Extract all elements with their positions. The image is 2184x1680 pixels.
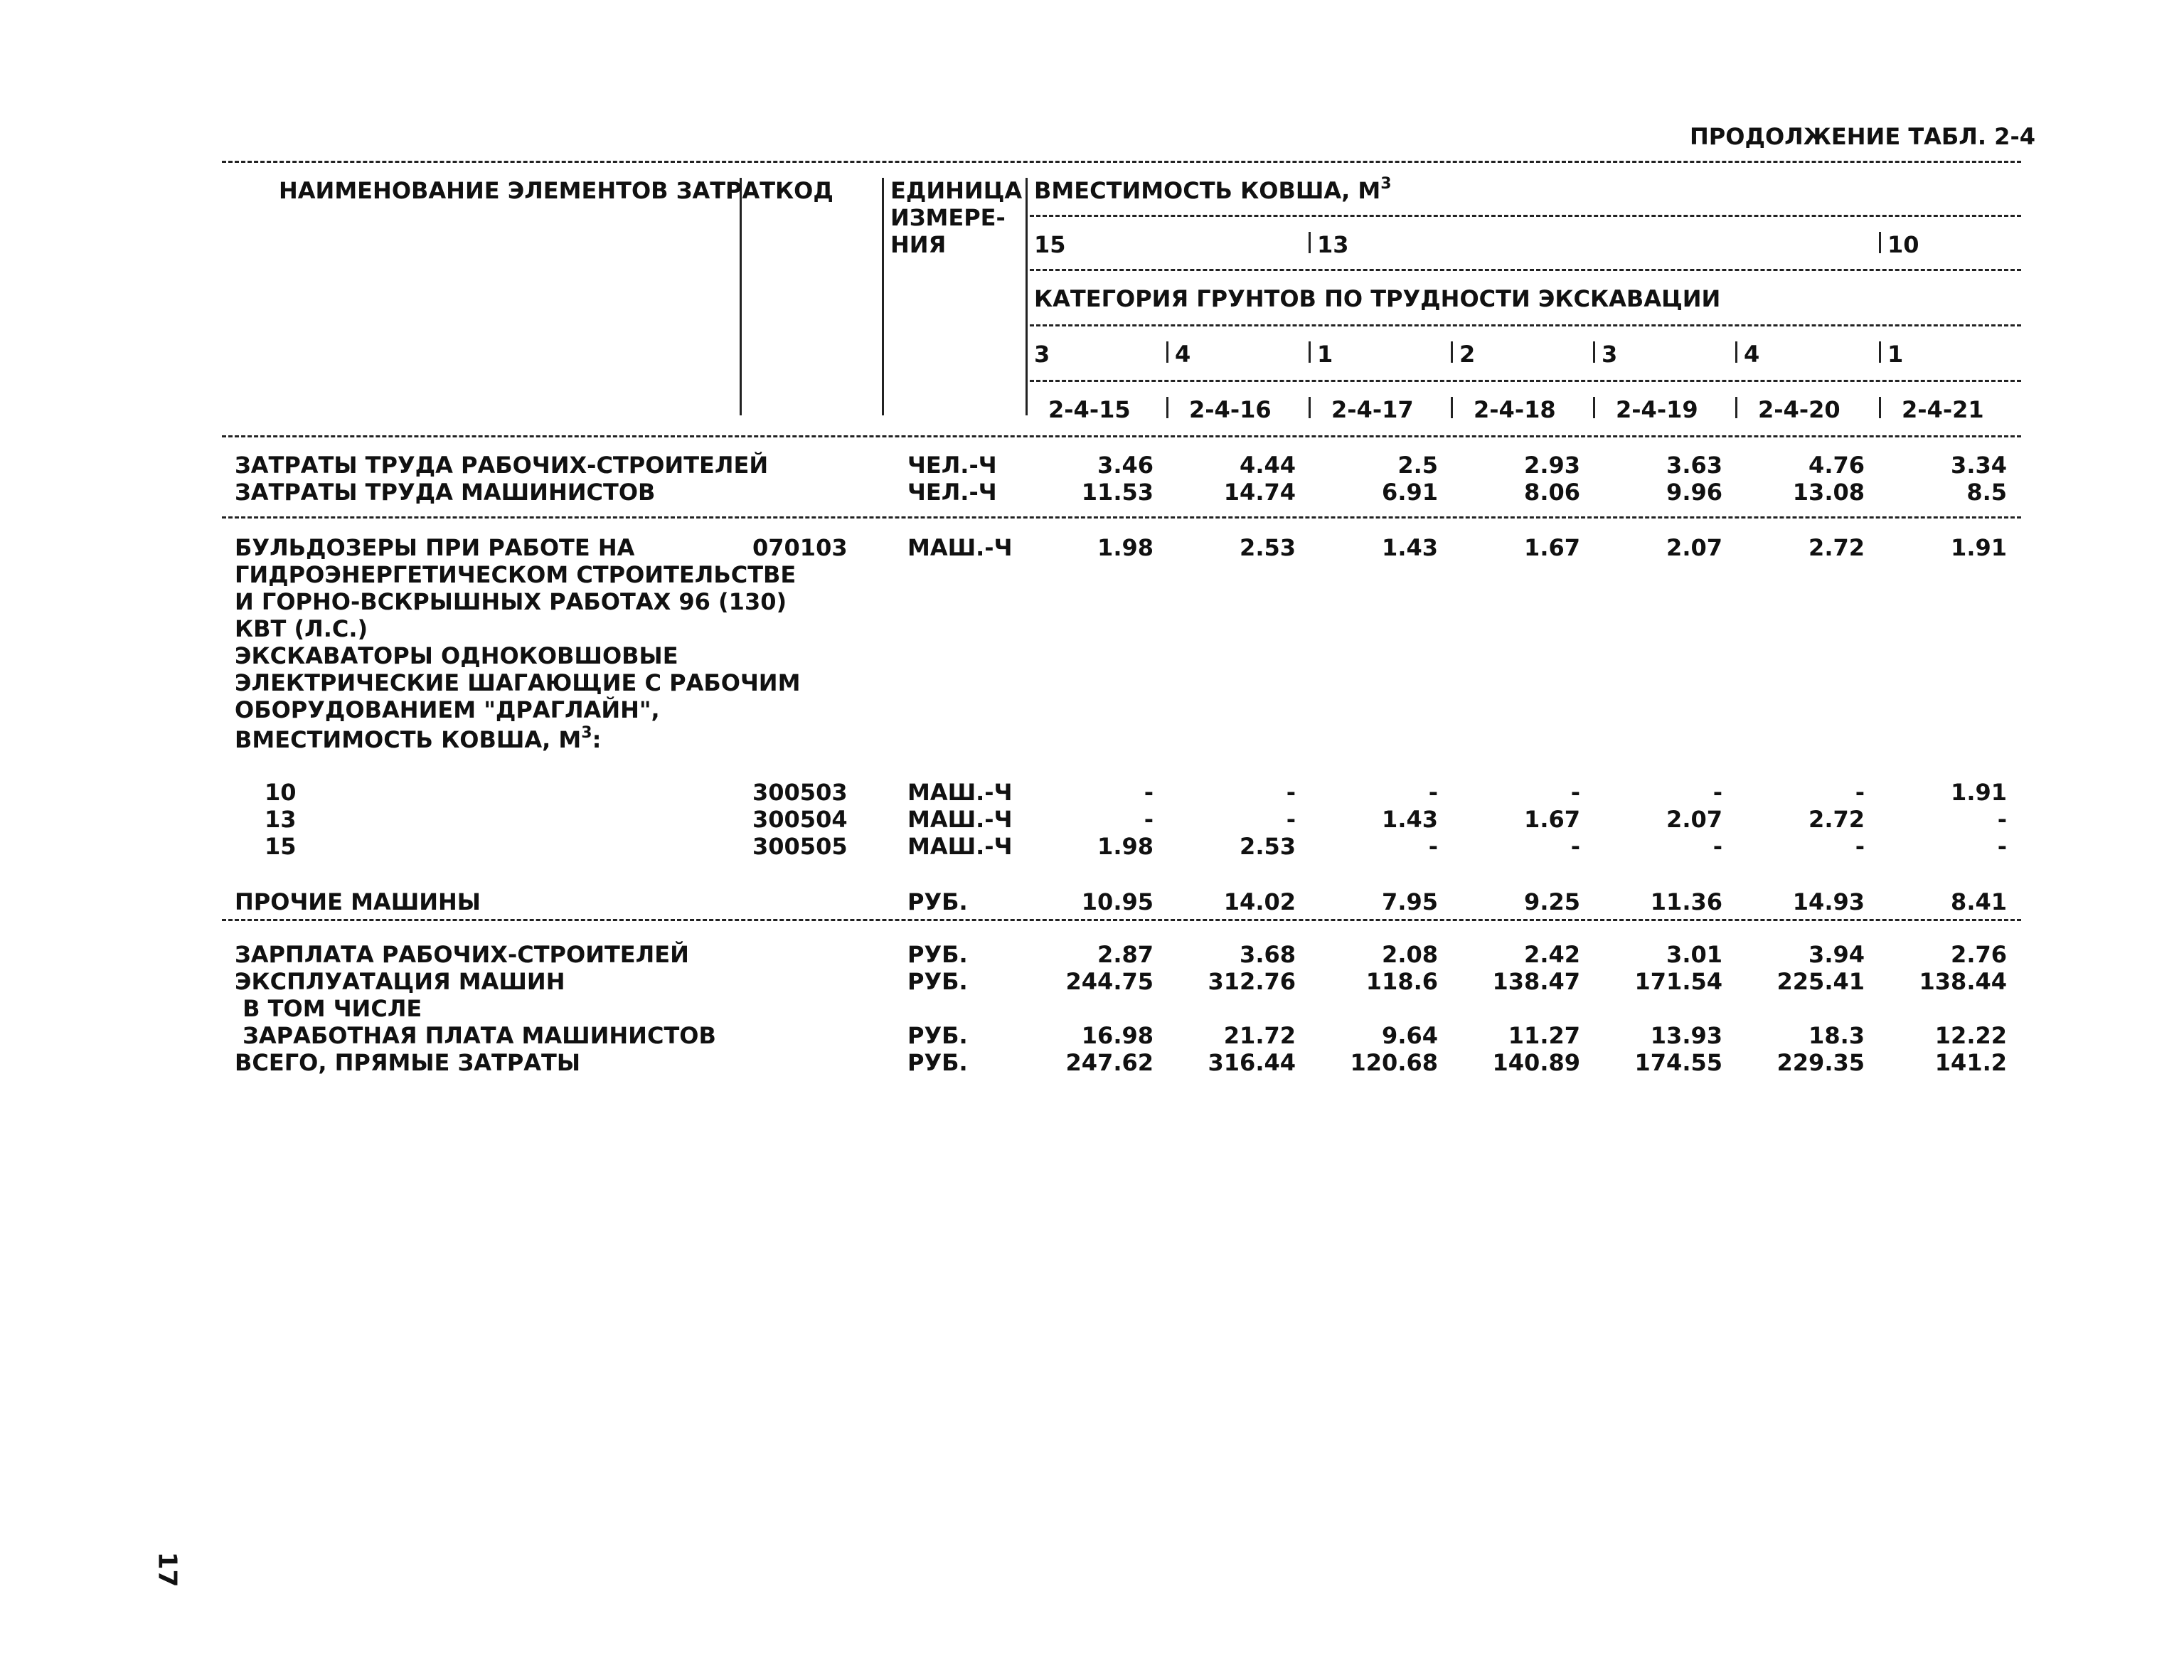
row-value: 14.93 [1792, 888, 1865, 915]
header-code-2-4-21: 2-4-21 [1902, 396, 1984, 423]
header-rule-4 [1030, 380, 2021, 382]
row-value: 2.87 [1097, 941, 1154, 968]
row-name: ЭКСПЛУАТАЦИЯ МАШИН [235, 968, 565, 995]
excavator-value: - [1570, 833, 1580, 860]
header-bottom-rule [222, 435, 2021, 437]
row-unit: РУБ. [907, 968, 968, 995]
labor-section-rule [222, 516, 2021, 519]
row-value: 9.25 [1524, 888, 1580, 915]
row-value: 13.08 [1792, 479, 1865, 506]
row-value: 16.98 [1081, 1022, 1154, 1049]
excavator-unit: МАШ.-Ч [907, 833, 1013, 860]
row-value: 18.3 [1809, 1022, 1865, 1049]
excavator-value: - [1286, 806, 1296, 833]
row-value: 247.62 [1065, 1049, 1154, 1076]
page-number: 17 [152, 1551, 182, 1588]
row-value: 312.76 [1208, 968, 1296, 995]
row-value: 13.93 [1650, 1022, 1722, 1049]
row-value: 2.76 [1951, 941, 2007, 968]
code-divider-6 [1735, 397, 1737, 418]
row-value: 9.96 [1666, 479, 1722, 506]
row-value: 7.95 [1382, 888, 1438, 915]
row-unit: РУБ. [907, 1049, 968, 1076]
row-name: ЗАРПЛАТА РАБОЧИХ-СТРОИТЕЛЕЙ [235, 941, 689, 968]
bulldozer-name-line: И ГОРНО-ВСКРЫШНЫХ РАБОТАХ 96 (130) [235, 588, 787, 615]
row-value: 3.68 [1240, 941, 1296, 968]
excavator-value: 1.67 [1524, 806, 1580, 833]
row-value: 138.44 [1919, 968, 2007, 995]
row-value: 4.76 [1809, 452, 1865, 479]
continuation-title: ПРОДОЛЖЕНИЕ ТАБЛ. 2-4 [1690, 123, 2035, 150]
header-category-1: 3 [1034, 341, 1050, 368]
bulldozer-value: 2.07 [1666, 534, 1722, 561]
header-name: НАИМЕНОВАНИЕ ЭЛЕМЕНТОВ ЗАТРАТ [279, 177, 776, 204]
excavator-value: - [1144, 806, 1154, 833]
header-category-3: 1 [1317, 341, 1333, 368]
header-category-4: 2 [1459, 341, 1476, 368]
header-unit-line-2: ИЗМЕРЕ- [890, 204, 1006, 231]
row-value: 229.35 [1777, 1049, 1865, 1076]
bulldozer-unit: МАШ.-Ч [907, 534, 1013, 561]
excavator-value: - [1144, 779, 1154, 806]
header-code-2-4-19: 2-4-19 [1616, 396, 1698, 423]
code-divider-3 [1309, 397, 1311, 418]
capacity-divider-13 [1309, 232, 1311, 253]
row-value: 3.01 [1666, 941, 1722, 968]
row-value: 244.75 [1065, 968, 1154, 995]
excavator-value: - [1997, 833, 2007, 860]
row-name: ВСЕГО, ПРЯМЫЕ ЗАТРАТЫ [235, 1049, 581, 1076]
header-code-2-4-16: 2-4-16 [1189, 396, 1272, 423]
header-capacity: ВМЕСТИМОСТЬ КОВША, $М^3$ [1034, 175, 1392, 204]
category-divider-5 [1593, 341, 1595, 363]
excavator-heading-tail: : [592, 726, 602, 753]
header-code: КОД [775, 177, 833, 204]
excavator-unit: МАШ.-Ч [907, 806, 1013, 833]
bulldozer-name-line: БУЛЬДОЗЕРЫ ПРИ РАБОТЕ НА [235, 534, 635, 561]
bulldozer-value: 1.67 [1524, 534, 1580, 561]
excavator-value: - [1997, 806, 2007, 833]
bulldozer-value: 1.43 [1382, 534, 1438, 561]
header-unit-line-3: НИЯ [890, 231, 947, 258]
row-value: 171.54 [1634, 968, 1722, 995]
header-code-2-4-18: 2-4-18 [1474, 396, 1556, 423]
header-rule-2 [1030, 269, 2021, 271]
row-value: 9.64 [1382, 1022, 1438, 1049]
row-value: 8.06 [1524, 479, 1580, 506]
category-divider-3 [1309, 341, 1311, 363]
excavator-value: 1.91 [1951, 779, 2007, 806]
code-divider-2 [1166, 397, 1168, 418]
values-col-divider [1026, 178, 1028, 415]
row-value: 2.5 [1397, 452, 1438, 479]
row-value: 118.6 [1365, 968, 1438, 995]
row-value: 11.36 [1650, 888, 1722, 915]
excavator-code: 300503 [752, 779, 848, 806]
excavator-code: 300504 [752, 806, 848, 833]
excavator-heading-line: ВМЕСТИМОСТЬ КОВША, $М^3$: [235, 724, 602, 753]
category-divider-6 [1735, 341, 1737, 363]
excavator-size: 13 [265, 806, 297, 833]
excavator-value: - [1428, 779, 1438, 806]
code-divider-4 [1451, 397, 1453, 418]
bulldozer-value: 2.72 [1809, 534, 1865, 561]
excavator-heading-sup: 3 [581, 724, 592, 742]
row-value: 316.44 [1208, 1049, 1296, 1076]
row-unit: ЧЕЛ.-Ч [907, 452, 997, 479]
excavator-value: 1.98 [1097, 833, 1154, 860]
row-name: ЗАТРАТЫ ТРУДА МАШИНИСТОВ [235, 479, 656, 506]
row-value: 11.27 [1508, 1022, 1580, 1049]
row-value: 8.5 [1966, 479, 2007, 506]
excavator-value: - [1286, 779, 1296, 806]
excavator-value: - [1570, 779, 1580, 806]
row-value: 140.89 [1492, 1049, 1580, 1076]
row-value: 120.68 [1350, 1049, 1438, 1076]
row-value: 6.91 [1382, 479, 1438, 506]
header-category-5: 3 [1602, 341, 1618, 368]
row-value: 3.94 [1809, 941, 1865, 968]
header-code-2-4-20: 2-4-20 [1758, 396, 1841, 423]
row-value: 21.72 [1223, 1022, 1296, 1049]
bulldozer-name-line: КВТ (Л.С.) [235, 615, 368, 642]
code-divider-7 [1879, 397, 1881, 418]
row-value: 3.34 [1951, 452, 2007, 479]
row-value: 10.95 [1081, 888, 1154, 915]
excavator-value: - [1428, 833, 1438, 860]
row-value: 12.22 [1934, 1022, 2007, 1049]
row-value: 14.74 [1223, 479, 1296, 506]
header-unit-line-1: ЕДИНИЦА [890, 177, 1023, 204]
row-name: ПРОЧИЕ МАШИНЫ [235, 888, 481, 915]
excavator-value: 2.07 [1666, 806, 1722, 833]
excavator-value: - [1712, 833, 1722, 860]
row-value: 14.02 [1223, 888, 1296, 915]
row-value: 174.55 [1634, 1049, 1722, 1076]
code-col-divider [740, 178, 742, 415]
excavator-size: 15 [265, 833, 297, 860]
excavator-value: 2.53 [1240, 833, 1296, 860]
code-divider-5 [1593, 397, 1595, 418]
bulldozer-value: 1.91 [1951, 534, 2007, 561]
excavator-heading-line: ОБОРУДОВАНИЕМ "ДРАГЛАЙН", [235, 696, 660, 723]
row-unit: РУБ. [907, 1022, 968, 1049]
excavator-size: 10 [265, 779, 297, 806]
excavator-code: 300505 [752, 833, 848, 860]
row-value: 2.08 [1382, 941, 1438, 968]
excavator-value: - [1855, 833, 1865, 860]
row-value: 3.63 [1666, 452, 1722, 479]
table-top-rule [222, 161, 2021, 163]
header-capacity-13: 13 [1317, 231, 1349, 258]
header-rule-1 [1030, 215, 2021, 217]
excavator-value: 1.43 [1382, 806, 1438, 833]
row-unit: РУБ. [907, 888, 968, 915]
header-code-2-4-17: 2-4-17 [1331, 396, 1414, 423]
row-name: В ТОМ ЧИСЛЕ [235, 995, 422, 1022]
excavator-value: 2.72 [1809, 806, 1865, 833]
bulldozer-value: 1.98 [1097, 534, 1154, 561]
header-capacity-10: 10 [1887, 231, 1919, 258]
header-rule-3 [1030, 324, 2021, 326]
row-value: 8.41 [1951, 888, 2007, 915]
unit-col-divider [882, 178, 884, 415]
row-value: 2.93 [1524, 452, 1580, 479]
header-category-7: 1 [1887, 341, 1904, 368]
row-name: ЗАРАБОТНАЯ ПЛАТА МАШИНИСТОВ [235, 1022, 716, 1049]
row-value: 225.41 [1777, 968, 1865, 995]
row-value: 3.46 [1097, 452, 1154, 479]
bulldozer-value: 2.53 [1240, 534, 1296, 561]
category-divider-4 [1451, 341, 1453, 363]
category-divider-7 [1879, 341, 1881, 363]
excavator-unit: МАШ.-Ч [907, 779, 1013, 806]
header-category-6: 4 [1744, 341, 1760, 368]
row-value: 138.47 [1492, 968, 1580, 995]
category-divider-2 [1166, 341, 1168, 363]
row-value: 141.2 [1934, 1049, 2007, 1076]
row-value: 4.44 [1240, 452, 1296, 479]
row-value: 2.42 [1524, 941, 1580, 968]
totals-section-rule [222, 919, 2021, 921]
excavator-value: - [1855, 779, 1865, 806]
capacity-divider-10 [1879, 232, 1881, 253]
row-unit: РУБ. [907, 941, 968, 968]
row-value: 11.53 [1081, 479, 1154, 506]
excavator-heading-line: ЭКСКАВАТОРЫ ОДНОКОВШОВЫЕ [235, 642, 678, 669]
bulldozer-name-line: ГИДРОЭНЕРГЕТИЧЕСКОМ СТРОИТЕЛЬСТВЕ [235, 561, 797, 588]
row-name: ЗАТРАТЫ ТРУДА РАБОЧИХ-СТРОИТЕЛЕЙ [235, 452, 769, 479]
row-unit: ЧЕЛ.-Ч [907, 479, 997, 506]
excavator-value: - [1712, 779, 1722, 806]
header-code-2-4-15: 2-4-15 [1048, 396, 1131, 423]
header-capacity-15: 15 [1034, 231, 1066, 258]
header-category-2: 4 [1175, 341, 1191, 368]
header-category-label: КАТЕГОРИЯ ГРУНТОВ ПО ТРУДНОСТИ ЭКСКАВАЦИИ [1034, 285, 1721, 312]
excavator-heading-line: ЭЛЕКТРИЧЕСКИЕ ШАГАЮЩИЕ С РАБОЧИМ [235, 669, 801, 696]
bulldozer-code: 070103 [752, 534, 848, 561]
